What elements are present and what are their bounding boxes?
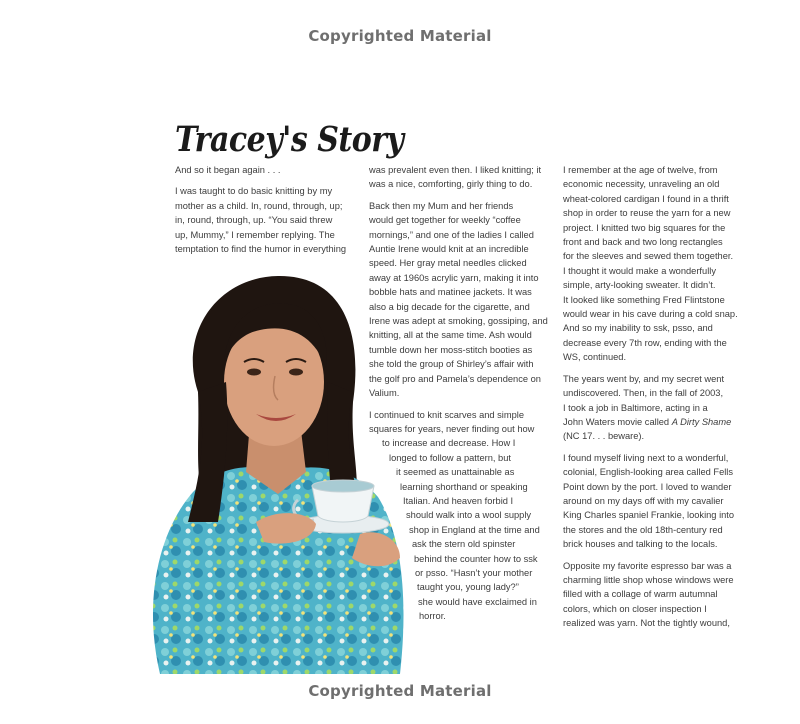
text-line: the stores and the old 18th-century red <box>563 524 723 535</box>
text-line: around on my days off with my cavalier <box>563 495 724 506</box>
copyright-watermark-top: Copyrighted Material <box>308 27 492 45</box>
text-line: realized was yarn. Not the tightly wound, <box>563 618 730 629</box>
text-line: to increase and decrease. How I <box>382 438 516 449</box>
text-line: Back then my Mum and her friends <box>369 200 514 211</box>
paragraph <box>563 451 745 552</box>
text-line: WS, continued. <box>563 352 627 363</box>
copyright-watermark-bottom: Copyrighted Material <box>308 682 492 700</box>
text-line: she told the group of Shirley’s affair with <box>369 359 534 370</box>
text-line: taught you, young lady?” <box>417 582 519 593</box>
text-line: she would have exclaimed in <box>418 596 537 607</box>
text-line: charming little shop whose windows were <box>563 574 734 585</box>
text-line: was a nice, comforting, girly thing to do. <box>369 179 533 190</box>
text-line: filled with a collage of warm autumnal <box>563 589 718 600</box>
text-line: horror. <box>419 611 446 622</box>
text-line: I thought it would make a wonderfully <box>563 265 716 276</box>
text-line: also a big decade for the cigarette, and <box>369 301 530 312</box>
text-line: bobble hats and matinee jackets. It was <box>369 287 532 298</box>
paragraph <box>563 163 745 365</box>
text-line: King Charles spaniel Frankie, looking into <box>563 510 735 521</box>
text-line: Auntie Irene would knit at an incredible <box>369 244 529 255</box>
text-line: speed. Her gray metal needles clicked <box>369 258 527 269</box>
text-line <box>563 415 745 429</box>
text-line: tumble down her moss-stitch booties as <box>369 344 533 355</box>
text-line: colonial, English-looking area called Fells <box>563 467 734 478</box>
text-line: mother as a child. In, round, through, up; <box>175 200 343 211</box>
text-line: Valium. <box>369 388 400 399</box>
text-line: knitting, all at the same time. Ash would <box>369 330 532 341</box>
text-line: wheat-colored cardigan I found in a thrift <box>563 193 729 204</box>
text-column-1 <box>175 163 365 263</box>
text-line: up, Mummy,” I remember replying. The <box>175 229 335 240</box>
text-line: It looked like something Fred Flintstone <box>563 294 725 305</box>
text-line: economic necessity, unraveling an old <box>563 179 720 190</box>
text-line: would wear in his cave during a cold snap. <box>563 309 738 320</box>
text-line: project. I knitted two big squares for the <box>563 222 726 233</box>
text-line: behind the counter how to ssk <box>414 553 538 564</box>
text-line: learning shorthand or speaking <box>400 481 528 492</box>
text-line: was prevalent even then. I liked knitting; it <box>369 165 542 175</box>
text-line: in, round, through, up. “You said threw <box>175 215 333 226</box>
text-line: mornings,” and one of the ladies I called <box>369 229 534 240</box>
text-run: John Waters movie called <box>563 416 672 427</box>
text-line: squares for years, never finding out how <box>369 423 535 434</box>
text-line: it seemed as unattainable as <box>396 467 515 478</box>
intro-line: And so it began again . . . <box>175 165 281 175</box>
text-line: The years went by, and my secret went <box>563 373 725 384</box>
movie-title: A Dirty Shame <box>671 416 732 427</box>
text-line: simple, arty-looking sweater. It didn’t. <box>563 280 716 291</box>
paragraph <box>175 184 365 256</box>
paragraph <box>563 372 745 444</box>
paragraph <box>369 163 555 192</box>
text-line: undiscovered. Then, in the fall of 2003, <box>563 388 724 399</box>
page-title: Tracey's Story <box>175 120 404 161</box>
text-line: shop in England at the time and <box>409 524 540 535</box>
text-line: Point down by the port. I loved to wander <box>563 481 732 492</box>
text-line: or psso. “Hasn’t your mother <box>415 567 533 578</box>
paragraph <box>369 199 555 401</box>
text-line: brick houses and talking to the locals. <box>563 539 718 550</box>
text-line: colors, which on closer inspection I <box>563 603 707 614</box>
text-line: should walk into a wool supply <box>406 510 532 521</box>
text-line: front and back and two long rectangles <box>563 237 723 248</box>
text-line: decrease every 7th row, ending with the <box>563 337 727 348</box>
text-line: Irene was adept at smoking, gossiping, and <box>369 316 548 327</box>
text-line: And so my inability to ssk, psso, and <box>563 323 713 334</box>
text-line: Opposite my favorite espresso bar was a <box>563 560 732 571</box>
text-column-3 <box>563 163 745 638</box>
text-line: I took a job in Baltimore, acting in a <box>563 402 708 413</box>
text-line: I continued to knit scarves and simple <box>369 409 525 420</box>
text-line: for the sleeves and sewed them together. <box>563 251 734 262</box>
text-line: the golf pro and Pamela’s dependence on <box>369 373 541 384</box>
text-line: ask the stern old spinster <box>412 539 516 550</box>
text-line: Italian. And heaven forbid I <box>403 495 514 506</box>
text-column-2 <box>369 163 555 631</box>
text-line: shop in order to reuse the yarn for a new <box>563 208 731 219</box>
text-line: temptation to find the humor in everything <box>175 244 347 255</box>
paragraph <box>563 559 745 631</box>
text-line: I remember at the age of twelve, from <box>563 165 718 175</box>
paragraph <box>369 408 555 624</box>
text-line: away at 1960s acrylic yarn, making it into <box>369 272 539 283</box>
text-line: longed to follow a pattern, but <box>389 452 511 463</box>
text-line: would get together for weekly “coffee <box>369 215 521 226</box>
text-line: (NC 17. . . beware). <box>563 431 645 442</box>
text-line: I was taught to do basic knitting by my <box>175 186 333 197</box>
text-line: I found myself living next to a wonderful, <box>563 452 729 463</box>
